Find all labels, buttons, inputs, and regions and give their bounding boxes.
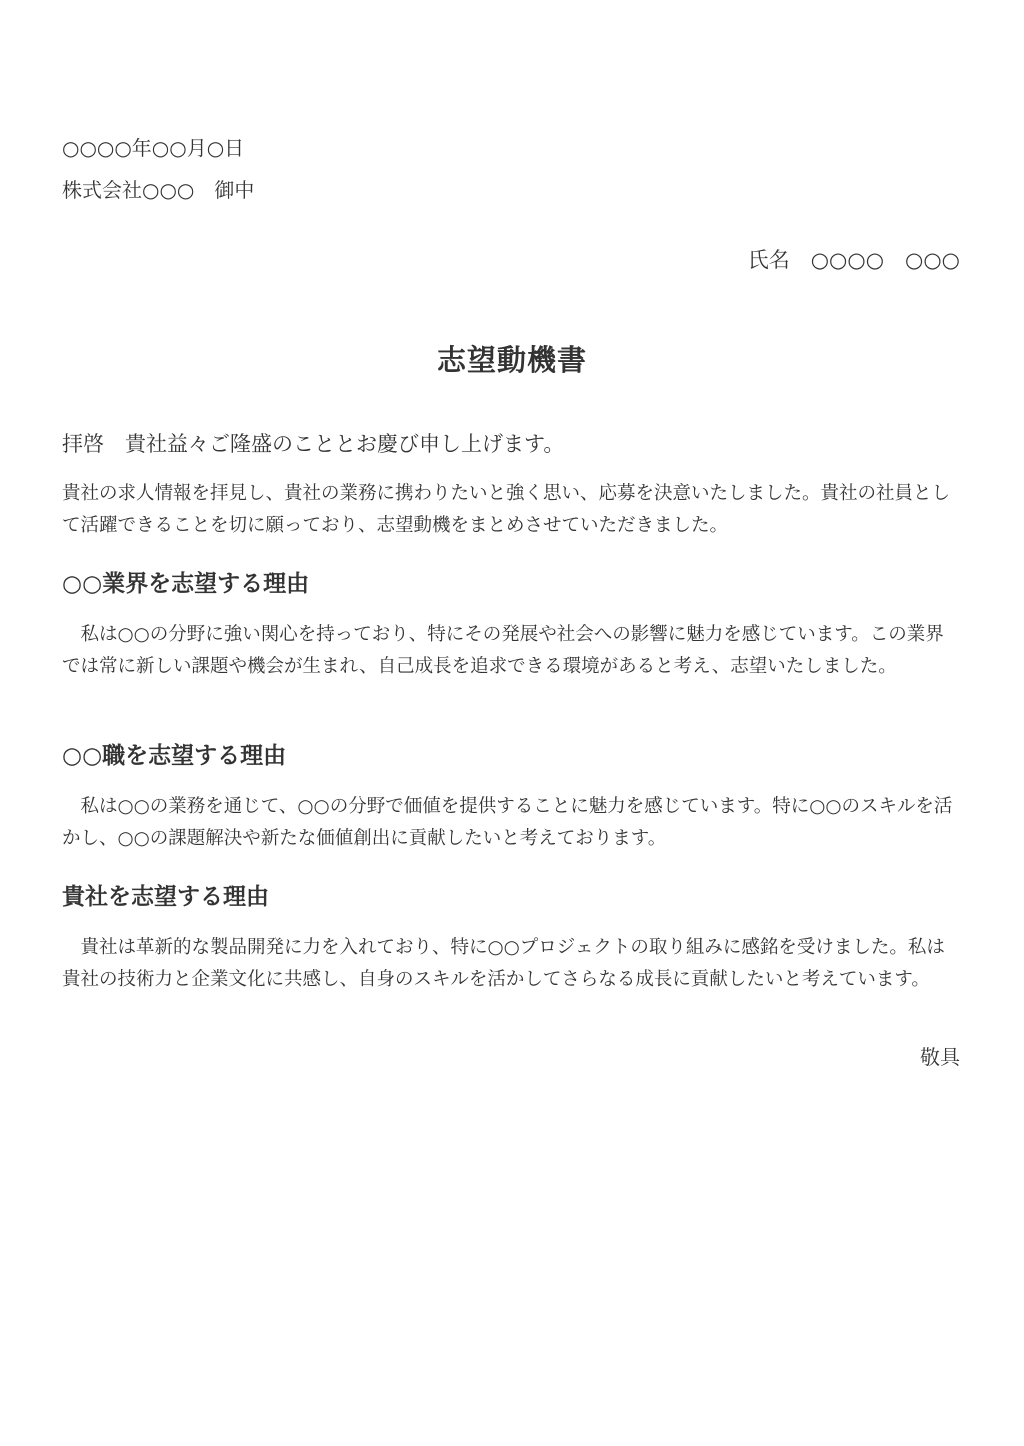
greeting: 拝啓 貴社益々ご隆盛のこととお慶び申し上げます。 bbox=[62, 432, 565, 456]
letter-date: ○○○○年○○月○日 bbox=[62, 136, 245, 160]
closing-remark: 敬具 bbox=[920, 1045, 960, 1069]
section-heading-job: ○○職を志望する理由 bbox=[62, 742, 287, 769]
document-title: 志望動機書 bbox=[436, 343, 587, 377]
section-body-company: 貴社は革新的な製品開発に力を入れており、特に○○プロジェクトの取り組みに感銘を受けました。私は貴社の技術力と企業文化に共感し、自身のスキルを活かしてさらなる成長に貢献したいと考えています。 bbox=[62, 937, 945, 990]
section-heading-company: 貴社を志望する理由 bbox=[62, 883, 269, 910]
intro-paragraph: 貴社の求人情報を拝見し、貴社の業務に携わりたいと強く思い、応募を決意いたしました。貴社の社員として活躍できることを切に願っており、志望動機をまとめさせていただきました。 bbox=[62, 483, 951, 536]
section-body-job: 私は○○の業務を通じて、○○の分野で価値を提供することに魅力を感じています。特に○○のスキルを活かし、○○の課題解決や新たな価値創出に貢献したいと考えております。 bbox=[62, 796, 953, 849]
section-body-industry: 私は○○の分野に強い関心を持っており、特にその発展や社会への影響に魅力を感じています。この業界では常に新しい課題や機会が生まれ、自己成長を追求できる環境があると考え、志望いたしました。 bbox=[62, 624, 944, 677]
letter-recipient: 株式会社○○○ 御中 bbox=[62, 178, 255, 202]
sender-name: 氏名 ○○○○ ○○○ bbox=[747, 248, 960, 272]
section-heading-industry: ○○業界を志望する理由 bbox=[62, 570, 310, 597]
